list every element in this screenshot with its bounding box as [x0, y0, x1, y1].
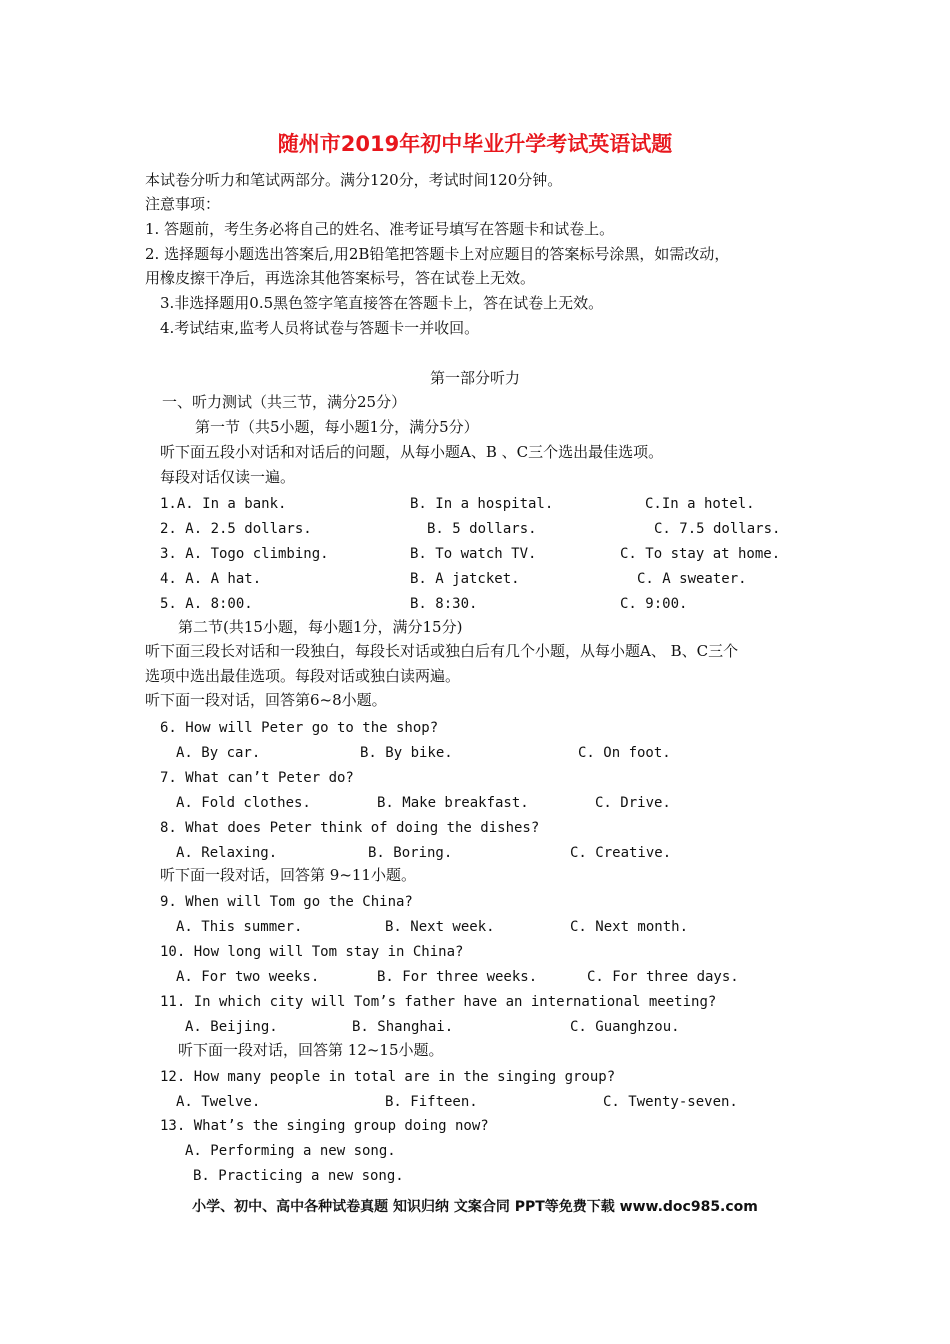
notice-heading: 注意事项：: [145, 195, 221, 213]
q13-option-a: A. Performing a new song.: [185, 1143, 396, 1159]
q9-option-a: A. This summer.: [176, 919, 303, 935]
question-9: 9. When will Tom go the China?: [160, 894, 413, 910]
dialogue2-instruction: 听下面一段对话，回答第 9~11小题。: [160, 866, 416, 884]
q3-option-b: B. To watch TV.: [410, 546, 537, 562]
q10-option-b: B. For three weeks.: [377, 969, 538, 985]
q4-option-b: B. A jatcket.: [410, 571, 520, 587]
q8-option-a: A. Relaxing.: [176, 845, 278, 861]
section2-instruction: 选项中选出最佳选项。每段对话或独白读两遍。: [145, 667, 461, 685]
exam-title: 随州市2019年初中毕业升学考试英语试题: [277, 132, 673, 156]
section1-title: 第一节（共5小题，每小题1分，满分5分）: [195, 418, 479, 436]
q2-option-a: 2. A. 2.5 dollars.: [160, 521, 312, 537]
q11-option-a: A. Beijing.: [185, 1019, 278, 1035]
question-13: 13. What’s the singing group doing now?: [160, 1118, 489, 1134]
q12-option-a: A. Twelve.: [176, 1094, 261, 1110]
part1-heading: 第一部分听力: [429, 369, 520, 387]
q4-option-a: 4. A. A hat.: [160, 571, 262, 587]
notice-item-2a: 2. 选择题每小题选出答案后,用2B铅笔把答题卡上对应题目的答案标号涂黑，如需改动，: [145, 245, 730, 263]
q2-option-b: B. 5 dollars.: [427, 521, 537, 537]
q1-option-a: 1.A. In a bank.: [160, 496, 287, 512]
q2-option-c: C. 7.5 dollars.: [654, 521, 781, 537]
section-title: 一、听力测试（共三节，满分25分）: [162, 393, 407, 411]
question-7: 7. What can’t Peter do?: [160, 770, 354, 786]
notice-item-1: 1. 答题前，考生务必将自己的姓名、准考证号填写在答题卡和试卷上。: [145, 220, 615, 238]
q13-option-b: B. Practicing a new song.: [193, 1168, 404, 1184]
dialogue1-instruction: 听下面一段对话，回答第6~8小题。: [145, 691, 387, 709]
q10-option-a: A. For two weeks.: [176, 969, 320, 985]
q6-option-a: A. By car.: [176, 745, 261, 761]
q3-option-c: C. To stay at home.: [620, 546, 781, 562]
section2-instruction: 听下面三段长对话和一段独白，每段长对话或独白后有几个小题，从每小题A、 B、C三个: [145, 642, 739, 660]
q10-option-c: C. For three days.: [587, 969, 739, 985]
q12-option-c: C. Twenty-seven.: [603, 1094, 738, 1110]
question-10: 10. How long will Tom stay in China?: [160, 944, 464, 960]
notice-item-3: 3.非选择题用0.5黑色签字笔直接答在答题卡上，答在试卷上无效。: [160, 294, 604, 312]
q5-option-a: 5. A. 8:00.: [160, 596, 253, 612]
question-6: 6. How will Peter go to the shop?: [160, 720, 439, 736]
q7-option-b: B. Make breakfast.: [377, 795, 529, 811]
q12-option-b: B. Fifteen.: [385, 1094, 478, 1110]
q4-option-c: C. A sweater.: [637, 571, 747, 587]
q11-option-b: B. Shanghai.: [352, 1019, 454, 1035]
q7-option-a: A. Fold clothes.: [176, 795, 311, 811]
q9-option-b: B. Next week.: [385, 919, 495, 935]
q6-option-c: C. On foot.: [578, 745, 671, 761]
q5-option-c: C. 9:00.: [620, 596, 688, 612]
section2-title: 第二节(共15小题，每小题1分，满分15分): [178, 618, 463, 636]
notice-item-2b: 用橡皮擦干净后，再选涂其他答案标号，答在试卷上无效。: [145, 269, 536, 287]
footer-banner: 小学、初中、高中各种试卷真题 知识归纳 文案合同 PPT等免费下载 www.doc985.com: [192, 1199, 758, 1215]
dialogue3-instruction: 听下面一段对话，回答第 12~15小题。: [178, 1041, 444, 1059]
q3-option-a: 3. A. Togo climbing.: [160, 546, 329, 562]
q11-option-c: C. Guanghzou.: [570, 1019, 680, 1035]
q8-option-c: C. Creative.: [570, 845, 672, 861]
section1-instruction: 每段对话仅读一遍。: [160, 468, 296, 486]
section1-instruction: 听下面五段小对话和对话后的问题，从每小题A、B 、C三个选出最佳选项。: [160, 443, 664, 461]
q7-option-c: C. Drive.: [595, 795, 671, 811]
question-12: 12. How many people in total are in the singing group?: [160, 1069, 616, 1085]
q1-option-c: C.In a hotel.: [645, 496, 755, 512]
intro-line: 本试卷分听力和笔试两部分。满分120分，考试时间120分钟。: [145, 171, 563, 189]
question-8: 8. What does Peter think of doing the dishes?: [160, 820, 540, 836]
q8-option-b: B. Boring.: [368, 845, 453, 861]
q9-option-c: C. Next month.: [570, 919, 689, 935]
q1-option-b: B. In a hospital.: [410, 496, 554, 512]
notice-item-4: 4.考试结束,监考人员将试卷与答题卡一并收回。: [160, 319, 480, 337]
q5-option-b: B. 8:30.: [410, 596, 478, 612]
q6-option-b: B. By bike.: [360, 745, 453, 761]
question-11: 11. In which city will Tom’s father have an international meeting?: [160, 994, 717, 1010]
